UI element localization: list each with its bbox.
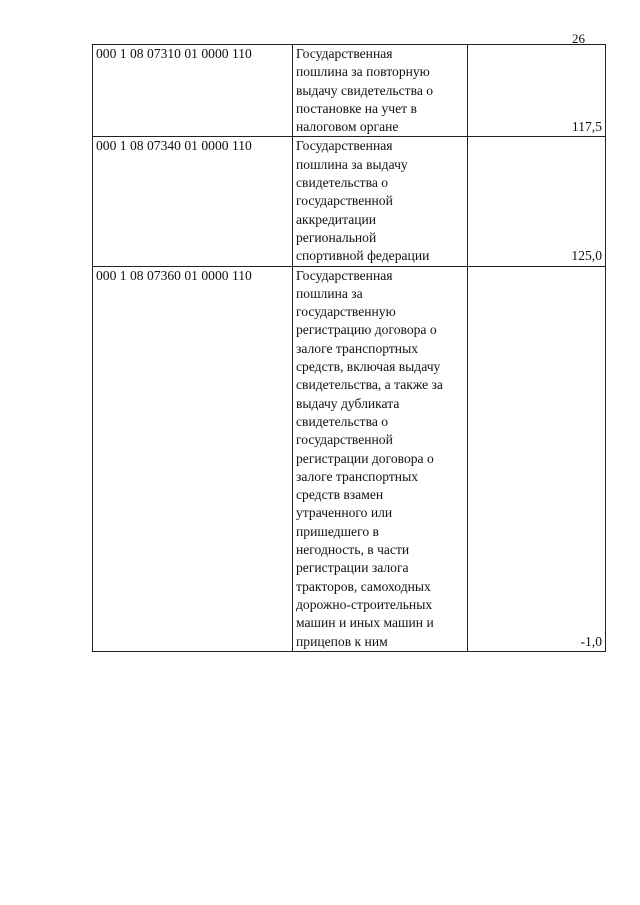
revenue-name-line: налоговом органе [296,119,399,135]
revenue-name-cell [293,266,468,651]
revenue-name-line: свидетельства, а также за [296,377,443,393]
revenue-name-line: пришедшего в [296,523,379,539]
revenue-table [92,44,606,652]
amount-cell: -1,0 [468,266,606,651]
revenue-name-line: государственной [296,432,393,448]
revenue-name-line: государственную [296,304,396,320]
amount-cell: 117,5 [468,45,606,137]
revenue-name-line: аккредитации [296,211,377,227]
revenue-name-line: пошлина за выдачу [296,156,408,172]
revenue-name-line: регистрацию договора о [296,322,437,338]
revenue-name-line: спортивной федерации [296,248,430,264]
revenue-name-line: пошлина за повторную [296,64,430,80]
revenue-name-line: средств, включая выдачу [296,359,441,375]
table-row [93,45,606,137]
revenue-name-line: регистрации договора о [296,450,434,466]
budget-code-cell: 000 1 08 07310 01 0000 110 [93,45,293,137]
revenue-name-line: пошлина за [296,285,363,301]
revenue-name-line: выдачу свидетельства о [296,82,434,98]
revenue-name-line: Государственная [296,46,393,61]
revenue-name-line: тракторов, самоходных [296,578,431,594]
revenue-name-line: прицепов к ним [296,633,388,649]
revenue-name-line: Государственная [296,267,393,283]
revenue-name-line: дорожно-строительных [296,596,433,612]
revenue-name-line: свидетельства о [296,175,389,191]
revenue-name-cell [293,137,468,266]
table-row [93,266,606,651]
revenue-name-line: залоге транспортных [296,340,419,356]
revenue-name-line: свидетельства о [296,413,389,429]
revenue-name-line: регистрации залога [296,560,409,576]
budget-code-cell: 000 1 08 07360 01 0000 110 [93,266,293,651]
amount-cell: 125,0 [468,137,606,266]
revenue-name-line: государственной [296,193,393,209]
revenue-name-line: машин и иных машин и [296,615,434,631]
revenue-name-line: утраченного или [296,505,393,521]
revenue-name-line: средств взамен [296,487,384,503]
revenue-name-line: региональной [296,229,377,245]
revenue-name-line: постановке на учет в [296,100,417,116]
page-number: 26 [572,31,585,46]
revenue-name-line: Государственная [296,138,393,154]
table-row [93,137,606,266]
revenue-name-line: выдачу дубликата [296,395,400,411]
budget-code-cell: 000 1 08 07340 01 0000 110 [93,137,293,266]
revenue-name-line: негодность, в части [296,542,410,558]
revenue-name-line: залоге транспортных [296,468,419,484]
revenue-name-cell [293,45,468,137]
